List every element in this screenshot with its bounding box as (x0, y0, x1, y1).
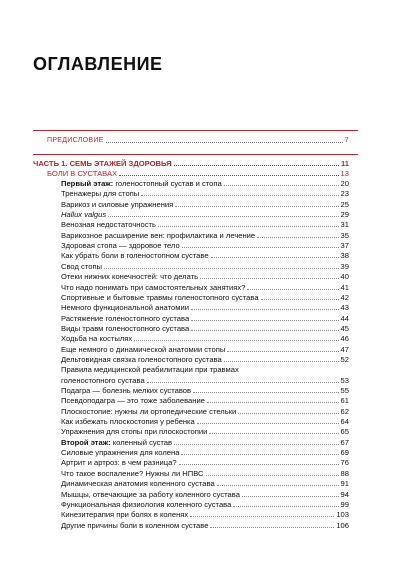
toc-entry[interactable] (61, 417, 349, 426)
toc-entry-text: Как убрать боли в голеностопном суставе (61, 251, 209, 261)
toc-entry-text: голеностопного сустава (61, 375, 145, 385)
toc-entry-page: 62 (340, 406, 349, 416)
leader-dots (261, 299, 339, 300)
leader-dots (224, 361, 339, 362)
toc-entry-text: Тренажеры для стопы (61, 189, 140, 199)
toc-entry[interactable] (61, 448, 349, 457)
leader-dots (182, 247, 339, 248)
toc-entry[interactable] (61, 272, 349, 281)
toc-entry[interactable] (61, 469, 349, 478)
toc-entry-text: Как избежать плоскостопия у ребенка (61, 417, 195, 427)
toc-entry-preface[interactable] (47, 136, 349, 145)
toc-entry-text: Что такое воспаление? Нужны ли НПВС (61, 468, 204, 478)
toc-entry-page: 67 (340, 437, 349, 447)
leader-dots (191, 320, 338, 321)
toc-entry-page: 76 (340, 458, 349, 468)
toc-entry[interactable] (61, 510, 349, 519)
leader-dots (158, 226, 339, 227)
toc-entry-label (61, 324, 189, 333)
toc-entry[interactable] (61, 262, 349, 271)
leader-dots (224, 185, 339, 186)
toc-entry-label (61, 210, 106, 219)
toc-entry-label (61, 521, 208, 530)
leader-dots (175, 206, 338, 207)
toc-entry[interactable] (61, 407, 349, 416)
toc-entry-label (61, 293, 259, 302)
toc-entry-page: 69 (340, 448, 349, 458)
toc-entry-label: ПРЕДИСЛОВИЕ (47, 137, 104, 144)
toc-entry-text: коленный сустав (110, 437, 173, 447)
toc-entry-text: Псевдоподагра — это тоже заболевание (61, 396, 205, 406)
toc-entry-label (61, 376, 145, 385)
toc-entry-label (61, 283, 245, 292)
toc-entry-text: Спортивные и бытовые травмы голеностопного сустава (61, 292, 259, 302)
toc-entry-chapter-1[interactable] (47, 169, 349, 178)
toc-entry-label (61, 448, 179, 457)
toc-entry-page: 31 (340, 220, 349, 230)
toc-entry-page: 65 (340, 427, 349, 437)
toc-entry-label (61, 272, 198, 281)
toc-entry[interactable] (61, 334, 349, 343)
toc-entry-label (61, 458, 177, 467)
page-title: ОГЛАВЛЕНИЕ (33, 54, 163, 74)
toc-entry-text: Дельтовидная связка голеностопного сустава (61, 354, 222, 364)
toc-entry[interactable] (61, 189, 349, 198)
toc-entry[interactable] (61, 376, 349, 385)
toc-entry-label (61, 200, 173, 209)
leader-dots (227, 351, 338, 352)
toc-entry-text: Правила медицинской реабилитации при травмах (61, 365, 239, 375)
leader-dots (206, 475, 339, 476)
toc-entry[interactable] (61, 283, 349, 292)
leader-dots (210, 527, 334, 528)
leader-dots (108, 216, 338, 217)
toc-entry-label (61, 179, 222, 188)
toc-entry-page: 46 (340, 334, 349, 344)
toc-entry[interactable] (61, 438, 349, 447)
leader-dots (190, 516, 334, 517)
toc-entry-text: Варикозное расширение вен: профилактика и лечение (61, 230, 256, 240)
leader-dots (181, 454, 338, 455)
toc-entry-label (61, 220, 156, 229)
toc-entry-page: 53 (340, 375, 349, 385)
leader-dots (211, 257, 339, 258)
toc-entry[interactable] (61, 355, 349, 364)
toc-entry-floor-label: Первый этаж: (61, 179, 114, 188)
toc-entry-page: 40 (340, 272, 349, 282)
toc-entry-text: Другие причины боли в коленном суставе (61, 520, 209, 530)
toc-entry-label (61, 189, 139, 198)
toc-entry-page: 39 (340, 261, 349, 271)
toc-entry[interactable] (61, 324, 349, 333)
toc-entry-text: Варикоз и силовые упражнения (61, 199, 174, 209)
leader-dots (193, 392, 338, 393)
part-rule (33, 154, 358, 155)
leader-dots (242, 496, 339, 497)
toc-entry-page: 64 (340, 417, 349, 427)
toc-entry-floor-label: Второй этаж: (61, 437, 111, 447)
toc-entry-label (61, 427, 207, 436)
toc-entry-page: 99 (340, 499, 349, 509)
toc-entry-page: 29 (340, 210, 349, 220)
toc-entry[interactable] (61, 220, 349, 229)
leader-dots (174, 444, 339, 445)
toc-entry[interactable] (61, 251, 349, 260)
toc-entry-label (61, 345, 225, 354)
toc-entry[interactable] (61, 521, 349, 530)
toc-entry-page: 25 (340, 199, 349, 209)
toc-entry-label (61, 500, 231, 509)
toc-entry[interactable] (61, 490, 349, 499)
leader-dots (104, 268, 339, 269)
leader-dots (233, 506, 338, 507)
toc-entry-label: БОЛИ В СУСТАВАХ (47, 169, 118, 178)
toc-entry-text: Свод стопы (61, 261, 103, 271)
leader-dots (197, 423, 339, 424)
toc-entry[interactable] (61, 500, 349, 509)
toc-entry[interactable] (61, 293, 349, 302)
toc-entry[interactable] (61, 386, 349, 395)
toc-entry-page: 106 (336, 520, 349, 530)
leader-dots (119, 175, 338, 176)
leader-dots (134, 340, 338, 341)
toc-entry-text: Кинезитерапия при болях в коленях (61, 510, 189, 520)
toc-entry-text: Подагра — болезнь мелких суставов (61, 386, 192, 395)
toc-entry[interactable] (61, 345, 349, 354)
toc-entry[interactable] (61, 200, 349, 209)
toc-entry-page: 20 (340, 179, 349, 188)
leader-dots (106, 142, 343, 143)
toc-entry-page: 103 (336, 510, 349, 520)
leader-dots (247, 289, 338, 290)
toc-entry-label (61, 469, 204, 478)
toc-entry-page: 41 (340, 282, 349, 292)
toc-entry-label (61, 386, 191, 395)
toc-entry-page: 38 (340, 251, 349, 261)
toc-entry-text: Растяжение голеностопного сустава (61, 313, 190, 323)
toc-entry[interactable] (61, 458, 349, 467)
toc-entry-text: Упражнения для стопы при плоскостопии (61, 427, 208, 437)
toc-entry-text: голеностопный сустав и стопа (113, 179, 222, 188)
toc-entry-label (61, 396, 205, 405)
toc-entry-text: Динамическая анатомия коленного сустава (61, 479, 215, 489)
toc-entry-text: Виды травм голеностопного сустава (61, 323, 190, 333)
toc-entry-label (61, 251, 209, 260)
toc-entry[interactable] (61, 396, 349, 405)
toc-entry-page: 42 (340, 292, 349, 302)
toc-entry-page: 45 (340, 323, 349, 333)
toc-entry-page: 35 (340, 230, 349, 240)
toc-entry-text: Немного функциональной анатомии (61, 303, 189, 313)
toc-entry-page: 43 (340, 303, 349, 313)
toc-entry-page: 94 (340, 489, 349, 499)
toc-entry-label (61, 355, 222, 364)
toc-entry-label (61, 407, 236, 416)
toc-entry-label (61, 490, 240, 499)
toc-entry-text: Что надо понимать при самостоятельных занятиях? (61, 282, 246, 292)
toc-entry-page: 11 (340, 159, 349, 168)
toc-entry[interactable] (61, 303, 349, 312)
toc-entry-page: 88 (340, 468, 349, 478)
preface-rule (33, 130, 358, 131)
toc-entry-page: 61 (340, 396, 349, 406)
toc-entry-label: ЧАСТЬ 1. СЕМЬ ЭТАЖЕЙ ЗДОРОВЬЯ (33, 159, 172, 168)
toc-entry-label (61, 365, 239, 374)
toc-entry-label (61, 417, 195, 426)
toc-entry-text: Венозная недостаточность (61, 220, 156, 230)
toc-entry-label (61, 334, 132, 343)
toc-entry-text: Здоровая стопа — здоровое тело (61, 241, 180, 251)
toc-entry[interactable] (61, 241, 349, 250)
toc-entry-label (61, 303, 189, 312)
toc-entry-page: 37 (340, 241, 349, 251)
toc-entry[interactable] (61, 365, 349, 374)
toc-entry-text: Функциональная физиология коленного сустава (61, 499, 232, 509)
toc-entry-page: 7 (344, 137, 349, 144)
toc-entry-label (61, 231, 255, 240)
leader-dots (257, 237, 338, 238)
toc-entry-label (61, 314, 189, 323)
toc-entry-label (61, 479, 215, 488)
leader-dots (207, 402, 339, 403)
toc-entry-page: 55 (340, 386, 349, 395)
toc-entry[interactable] (61, 179, 349, 188)
toc-entry-page: 91 (340, 479, 349, 489)
toc-entry-page: 44 (340, 313, 349, 323)
toc-entry-text: Еще немного о динамической анатомии стопы (61, 344, 226, 354)
leader-dots (147, 382, 339, 383)
toc-entry-label (61, 438, 172, 447)
leader-dots (209, 433, 338, 434)
toc-entry[interactable] (61, 231, 349, 240)
toc-entry-page: 47 (340, 344, 349, 354)
toc-entry-italic-label: Hallux valgus (61, 210, 107, 220)
toc-entry-label (61, 510, 188, 519)
toc-entry[interactable] (61, 314, 349, 323)
toc-entry-text: Ходьба на костылях (61, 334, 133, 344)
leader-dots (191, 330, 338, 331)
leader-dots (200, 278, 338, 279)
leader-dots (141, 195, 338, 196)
leader-dots (191, 309, 339, 310)
toc-entry-text: Плоскостопие: нужны ли ортопедические стельки (61, 406, 237, 416)
toc-entry[interactable] (61, 210, 349, 219)
toc-entry-page: 13 (340, 169, 349, 178)
toc-entry-text: Отеки нижних конечностей: что делать (61, 272, 199, 282)
toc-entry[interactable] (61, 427, 349, 436)
toc-entry-part-1[interactable] (33, 159, 349, 168)
leader-dots (179, 464, 339, 465)
toc-entry[interactable] (61, 479, 349, 488)
toc-entry-page: 52 (340, 354, 349, 364)
toc-entry-text: Силовые упражнения для колена (61, 448, 180, 458)
leader-dots (217, 485, 339, 486)
toc-entry-label (61, 241, 180, 250)
toc-entry-label (61, 262, 102, 271)
leader-dots (174, 165, 339, 166)
toc-entry-page: 23 (340, 189, 349, 199)
toc-entry-text: Артрит и артроз: в чем разница? (61, 458, 177, 468)
leader-dots (238, 413, 338, 414)
toc-entry-text: Мышцы, отвечающие за работу коленного сустава (61, 489, 240, 499)
